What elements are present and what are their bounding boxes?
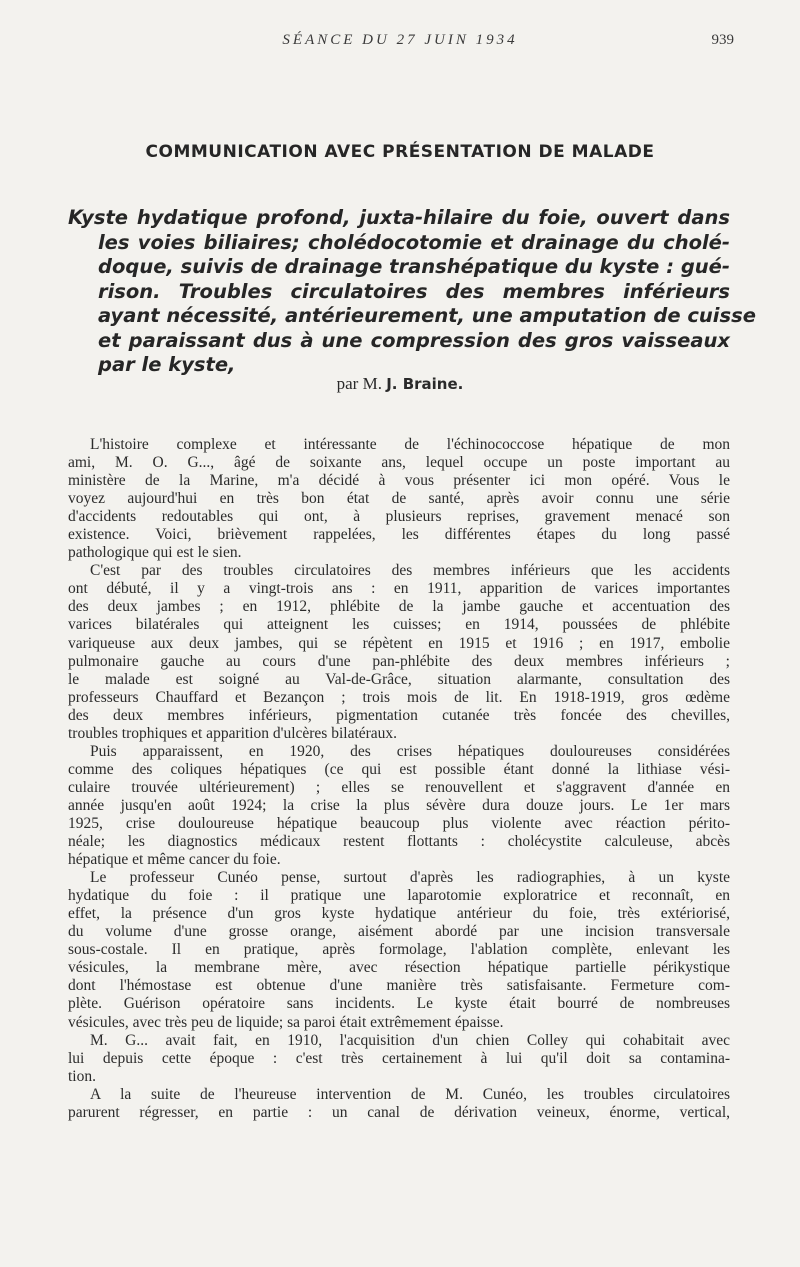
text-line: dont l'hémostase est obtenue d'une manière très satisfaisante. Fermeture com- [68,977,730,995]
text-line: des deux membres inférieurs, pigmentation cutanée très foncée des chevilles, [68,706,730,724]
article-title-line: ayant nécessité, antérieurement, une amputation de cuisse [98,304,756,327]
text-line: voyez aujourd'hui en très bon état de santé, après avoir connu une série [68,490,730,508]
text-line: L'histoire complexe et intéressante de l'échinococcose hépatique de mon [90,436,730,453]
text-line: hydatique du foie : il pratique une laparotomie exploratrice et reconnaît, en [68,887,730,905]
byline [0,374,800,394]
text-line: existence. Voici, brièvement rappelées, les différentes étapes du long passé [68,526,730,544]
text-line: troubles trophiques et apparition d'ulcères bilatéraux. [68,724,398,742]
text-line: ministère de la Marine, m'a décidé à vous présenter ici mon opéré. Vous le [68,472,730,490]
section-heading: COMMUNICATION AVEC PRÉSENTATION DE MALADE [145,142,655,162]
text-line: effet, la présence d'un gros kyste hydatique antérieur du foie, très extériorisé, [68,905,730,923]
text-line: professeurs Chauffard et Bezançon ; trois mois de lit. En 1918-1919, gros œdème [68,688,730,706]
text-line: parurent régresser, en partie : un canal de dérivation veineux, énorme, vertical, [68,1103,730,1121]
text-line: 1925, crise douloureuse hépatique beaucoup plus violente avec réaction périto- [68,814,730,832]
running-head [0,32,800,56]
running-head-title: SÉANCE DU 27 JUIN 1934 [282,32,518,48]
text-line: pathologique qui est le sien. [68,544,242,562]
text-line: le malade est soigné au Val-de-Grâce, situation alarmante, consultation des [68,670,730,688]
text-line: C'est par des troubles circulatoires des membres inférieurs que les accidents [90,562,730,580]
text-line: plète. Guérison opératoire sans incidents. Le kyste était bourré de nombreuses [68,995,730,1013]
text-line: varices bilatérales qui atteignent les cuisses; en 1914, poussées de phlébite [68,616,730,634]
article-title-line: les voies biliaires; cholédocotomie et drainage du cholé- [98,230,730,254]
text-line: M. G... avait fait, en 1910, l'acquisition d'un chien Colley qui cohabitait avec [90,1031,730,1049]
text-line: variqueuse aux deux jambes, qui se répètent en 1915 et 1916 ; en 1917, embolie [68,634,730,652]
article-title-line: rison. Troubles circulatoires des membres inférieurs [98,279,730,303]
text-line: du volume d'une grosse orange, aisément abordé par une incision transversale [68,923,730,941]
text-line: Le professeur Cunéo pense, surtout d'après les radiographies, à un kyste [90,869,730,887]
article-title-line: doque, suivis de drainage transhépatique du kyste : gué- [98,255,730,278]
byline-prefix: par M. [336,374,387,393]
text-line: ont débuté, il y a vingt-trois ans : en 1911, apparition de varices importantes [68,580,730,598]
text-line: vésicules, la membrane mère, avec résection hépatique partielle périkystique [68,959,730,977]
text-line: A la suite de l'heureuse intervention de M. Cunéo, les troubles circulatoires [90,1085,730,1103]
author-name: J. Braine. [386,375,464,393]
text-line: Puis apparaissent, en 1920, des crises hépatiques douloureuses considérées [90,742,730,760]
text-line: année jusqu'en août 1924; la crise la plus sévère dura douze jours. Le 1er mars [68,796,730,814]
text-line: néale; les diagnostics médicaux restent flottants : cholécystite calculeuse, abcès [68,833,730,851]
text-line: culaire trouvée ultérieurement) ; elles se renouvellent et s'aggravent d'année en [68,778,730,796]
page-number: 939 [711,32,734,48]
text-line: comme des coliques hépatiques (ce qui est possible étant donné la lithiase vési- [68,760,730,778]
text-line: d'accidents redoutables qui ont, à plusieurs reprises, gravement menacé son [68,508,730,526]
article-title-line: et paraissant dus à une compression des gros vaisseaux [98,328,730,352]
article-title [68,206,756,378]
text-line: lui depuis cette époque : c'est très certainement à lui qu'il doit sa contamina- [68,1049,730,1067]
text-line: hépatique et même cancer du foie. [68,851,281,869]
article-title-line: Kyste hydatique profond, juxta-hilaire du foie, ouvert dans [68,206,730,229]
text-line: vésicules, avec très peu de liquide; sa paroi était extrêmement épaisse. [68,1013,504,1031]
article-title-line: par le kyste, [98,353,236,376]
text-line: tion. [68,1067,96,1085]
text-line: sous-costale. Il en pratique, après formolage, l'ablation complète, enlevant les [68,941,730,959]
text-line: ami, M. O. G..., âgé de soixante ans, lequel occupe un poste important au [68,454,730,472]
text-line: pulmonaire gauche au cours d'une pan-phlébite des deux membres inférieurs ; [68,652,730,670]
body-text [68,436,730,1122]
text-line: des deux jambes ; en 1912, phlébite de la jambe gauche et accentuation des [68,598,730,616]
